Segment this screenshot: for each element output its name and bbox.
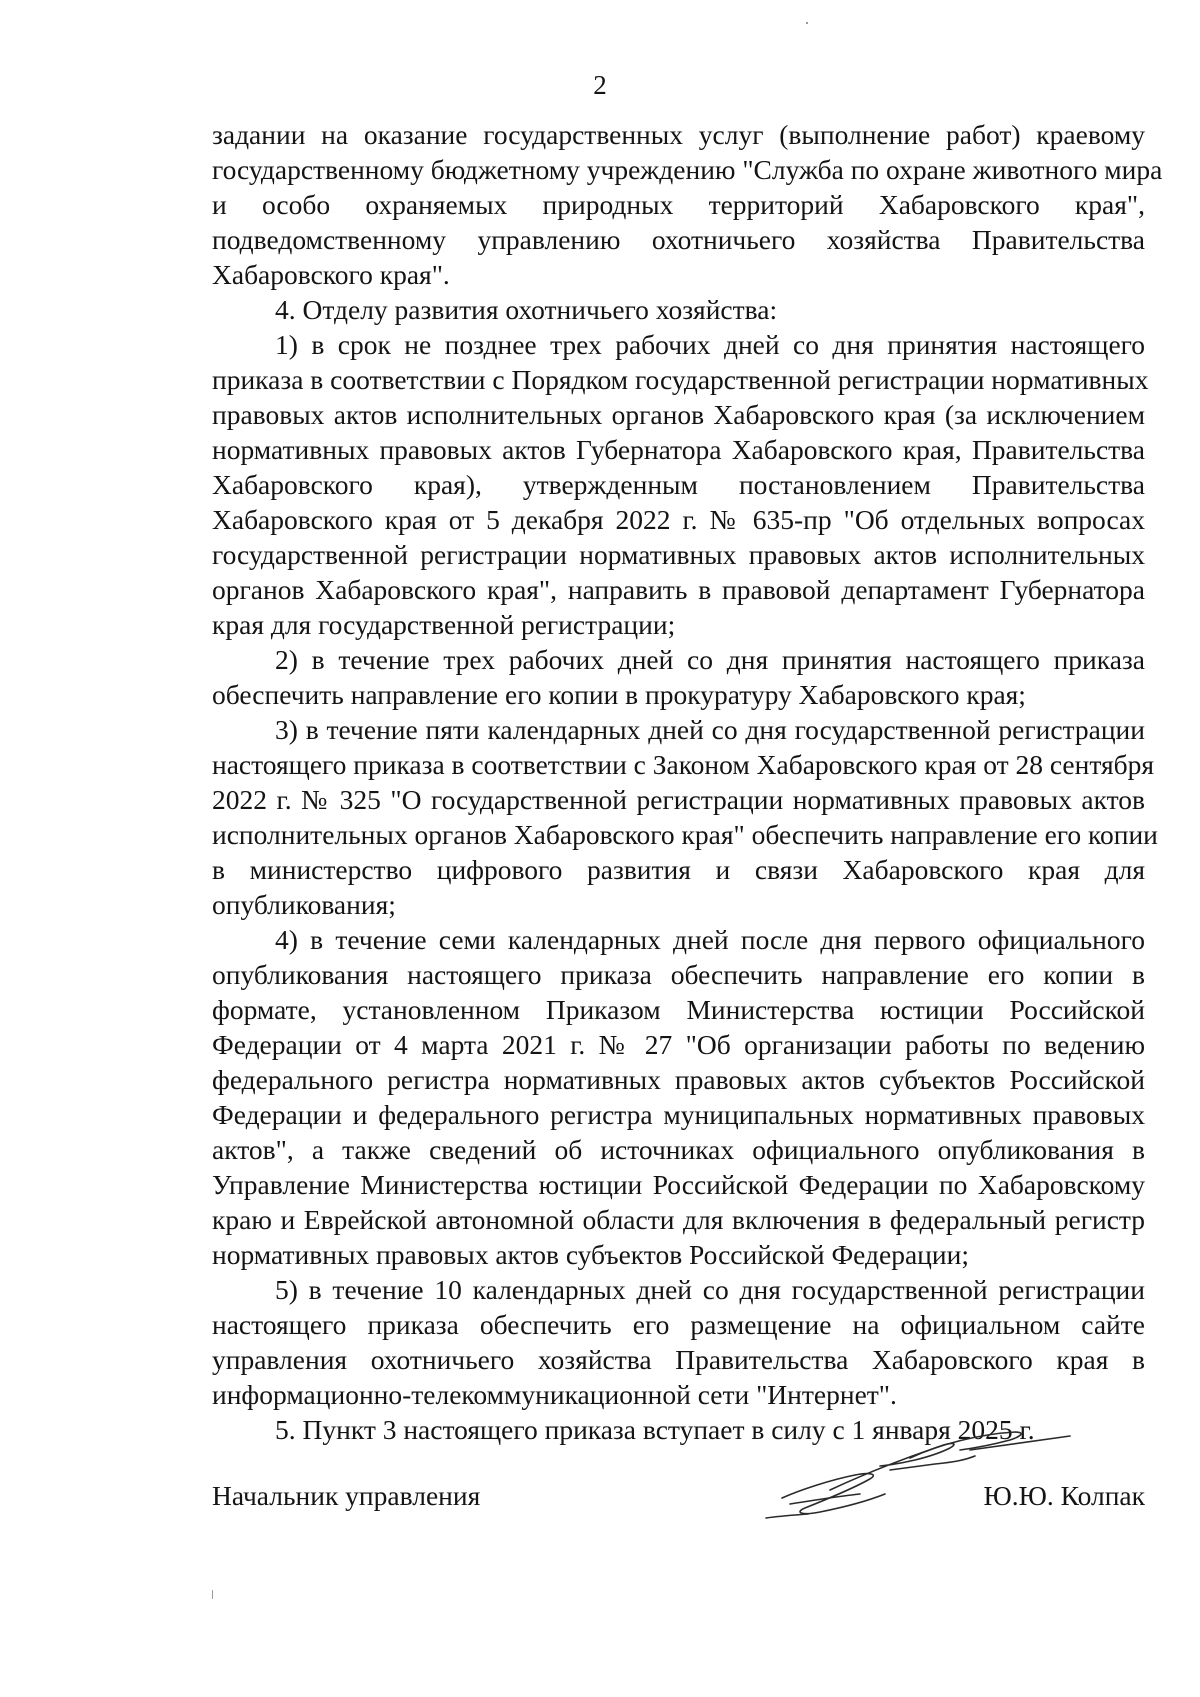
- text-line: края для государственной регистрации;: [212, 609, 676, 640]
- paragraph: [212, 327, 1149, 642]
- paragraph: [212, 642, 1145, 712]
- text-line: Хабаровского края".: [212, 259, 450, 290]
- text-line: подведомственному управлению охотничьего хозяйства Правительства: [212, 224, 1145, 255]
- text-line: правовых актов исполнительных органов Хабаровского края (за исключением: [212, 399, 1145, 430]
- text-line: в министерство цифрового развития и связи Хабаровского края для: [212, 854, 1145, 885]
- text-line: Управление Министерства юстиции Российской Федерации по Хабаровскому: [212, 1169, 1145, 1200]
- signer-position: Начальник управления: [212, 1480, 481, 1511]
- text-line: федерального регистра нормативных правовых актов субъектов Российской: [212, 1064, 1145, 1095]
- paragraph: [212, 1272, 1145, 1412]
- text-line: настоящего приказа в соответствии с Законом Хабаровского края от 28 сентября: [212, 749, 1155, 780]
- text-line: и особо охраняемых природных территорий Хабаровского края",: [212, 189, 1145, 220]
- text-line: органов Хабаровского края", направить в правовой департамент Губернатора: [212, 574, 1145, 605]
- text-line: Федерации от 4 марта 2021 г. № 27 "Об организации работы по ведению: [212, 1029, 1145, 1060]
- page-number: 2: [593, 70, 607, 100]
- text-line: формате, установленном Приказом Министерства юстиции Российской: [212, 994, 1145, 1025]
- text-line: настоящего приказа обеспечить его размещение на официальном сайте: [212, 1309, 1145, 1340]
- text-line: 4. Отделу развития охотничьего хозяйства:: [275, 294, 778, 325]
- paragraph: [212, 292, 1145, 327]
- text-line: информационно-телекоммуникационной сети "Интернет".: [212, 1379, 897, 1410]
- text-line: задании на оказание государственных услуг (выполнение работ) краевому: [212, 119, 1145, 150]
- signer-name: Ю.Ю. Колпак: [983, 1480, 1145, 1511]
- text-line: государственной регистрации нормативных правовых актов исполнительных: [212, 539, 1145, 570]
- text-line: управления охотничьего хозяйства Правительства Хабаровского края в: [212, 1344, 1145, 1375]
- text-line: нормативных правовых актов субъектов Российской Федерации;: [212, 1239, 969, 1270]
- text-line: государственному бюджетному учреждению "Служба по охране животного мира: [212, 154, 1163, 185]
- paragraph: [212, 117, 1163, 292]
- text-line: 5) в течение 10 календарных дней со дня государственной регистрации: [275, 1274, 1145, 1305]
- document-body: [212, 117, 1163, 1447]
- text-line: краю и Еврейской автономной области для включения в федеральный регистр: [212, 1204, 1145, 1235]
- text-line: опубликования;: [212, 889, 396, 920]
- text-line: Хабаровского края), утвержденным постановлением Правительства: [212, 469, 1145, 500]
- paragraph: [212, 712, 1158, 922]
- text-line: 2) в течение трех рабочих дней со дня принятия настоящего приказа: [275, 644, 1145, 675]
- text-line: 3) в течение пяти календарных дней со дня государственной регистрации: [275, 714, 1145, 745]
- text-line: обеспечить направление его копии в прокуратуру Хабаровского края;: [212, 679, 1026, 710]
- text-line: исполнительных органов Хабаровского края" обеспечить направление его копии: [212, 819, 1158, 850]
- text-line: приказа в соответствии с Порядком государственной регистрации нормативных: [212, 364, 1149, 395]
- text-line: 5. Пункт 3 настоящего приказа вступает в силу с 1 января 2025 г.: [275, 1414, 1035, 1445]
- scan-speck: [212, 1590, 213, 1599]
- paragraph: [212, 922, 1145, 1272]
- signature-block: [212, 1478, 1145, 1518]
- text-line: опубликования настоящего приказа обеспечить направление его копии в: [212, 959, 1145, 990]
- text-line: 1) в срок не позднее трех рабочих дней со дня принятия настоящего: [275, 329, 1145, 360]
- text-line: актов", а также сведений об источниках официального опубликования в: [212, 1134, 1145, 1165]
- text-line: нормативных правовых актов Губернатора Хабаровского края, Правительства: [212, 434, 1145, 465]
- text-line: 4) в течение семи календарных дней после дня первого официального: [275, 924, 1145, 955]
- text-line: 2022 г. № 325 "О государственной регистрации нормативных правовых актов: [212, 784, 1145, 815]
- text-line: Хабаровского края от 5 декабря 2022 г. № 635-пр "Об отдельных вопросах: [212, 504, 1145, 535]
- text-line: Федерации и федерального регистра муниципальных нормативных правовых: [212, 1099, 1145, 1130]
- scan-speck: [806, 22, 808, 24]
